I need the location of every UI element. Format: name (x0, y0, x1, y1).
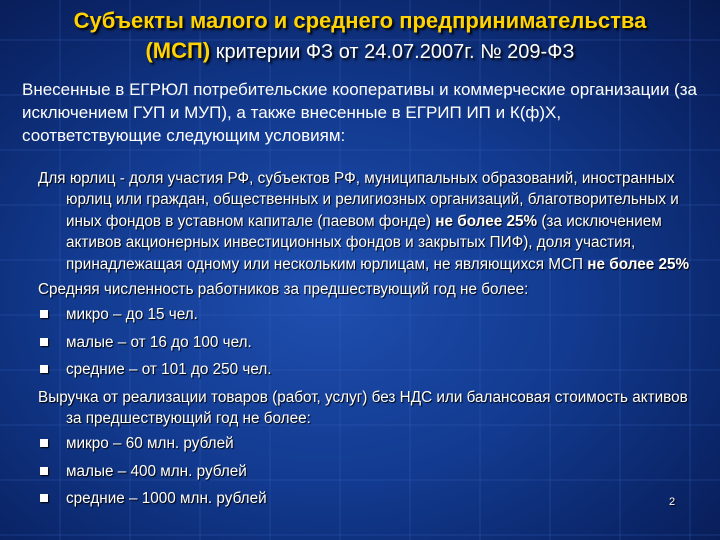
share-text-2: (за исключением активов акционерных инвестиционных фондов и закрытых ПИФ), доля участия, принадлежащая одному или нескольким юрлицам, не являющихся МСП (66, 212, 662, 273)
list-item (38, 359, 702, 380)
revenue-heading: Выручка от реализации товаров (работ, услуг) без НДС или балансовая стоимость активов за предшествующий год не более: (38, 388, 688, 428)
revenue-medium: средние – 1000 млн. рублей (66, 490, 267, 508)
headcount-micro: микро – до 15 чел. (66, 306, 198, 324)
headcount-small: малые – от 16 до 100 чел. (66, 333, 252, 351)
title-line2 (0, 36, 720, 67)
square-bullet-icon (40, 467, 48, 475)
title-law: критерии ФЗ от 24.07.2007г. № 209-ФЗ (210, 41, 575, 63)
square-bullet-icon (40, 310, 48, 318)
slide-title (0, 6, 720, 67)
headcount-heading: Средняя численность работников за предшествующий год не более: (38, 281, 529, 299)
square-bullet-icon (40, 365, 48, 373)
list-item (38, 332, 702, 353)
title-msp: (МСП) (145, 38, 211, 63)
title-line1: Субъекты малого и среднего предпринимательства (73, 8, 647, 33)
page-number: 2 (669, 496, 676, 508)
square-bullet-icon (40, 494, 48, 502)
share-text-1: Для юрлиц - доля участия РФ, субъектов РФ, муниципальных образований, иностранных юрлиц или граждан, общественных и религиозных организаций, благотворительных и иных фондов в уставном капитале (паевом фонде) (38, 170, 679, 230)
share-criterion (38, 168, 702, 275)
list-item (38, 461, 702, 482)
criteria-list (38, 168, 702, 516)
revenue-micro: микро – 60 млн. рублей (66, 435, 234, 453)
list-item (38, 488, 702, 509)
intro-text: Внесенные в ЕГРЮЛ потребительские кооперативы и коммерческие организации (за исключением ГУП и МУП), а также внесенные в ЕГРИП ИП и К(ф)Х, соответствующие следующим условиям: (22, 80, 697, 145)
list-item (38, 304, 702, 325)
headcount-medium: средние – от 101 до 250 чел. (66, 361, 272, 379)
share-limit-1: не более 25% (435, 212, 538, 230)
list-item (38, 433, 702, 454)
revenue-small: малые – 400 млн. рублей (66, 462, 247, 480)
square-bullet-icon (40, 439, 48, 447)
share-limit-2: не более 25% (587, 255, 690, 273)
square-bullet-icon (40, 338, 48, 346)
